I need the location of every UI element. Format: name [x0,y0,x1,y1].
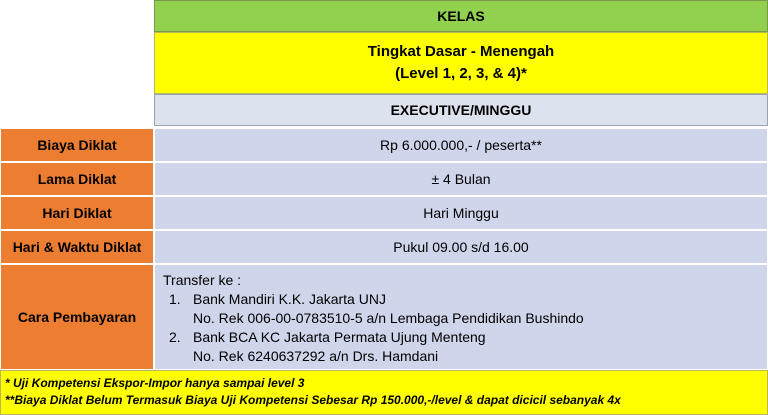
level-line-2: (Level 1, 2, 3, & 4)* [395,65,527,82]
row-label-text: Hari Diklat [42,205,112,221]
row-value-biaya [154,128,768,162]
row-value-text: Rp 6.000.000,- / peserta** [380,137,542,153]
kelas-header [154,0,768,32]
footnote-2: **Biaya Diklat Belum Termasuk Biaya Uji Kompetensi Sebesar Rp 150.000,-/level & dapat dicicil sebanyak 4x [5,393,621,407]
row-value-waktu [154,230,768,264]
row-label-text: Cara Pembayaran [17,309,137,325]
kelas-header-text: KELAS [437,8,485,24]
row-label-pembayaran [0,264,154,370]
footnotes [0,370,768,415]
row-label-hari [0,196,154,230]
row-label-biaya [0,128,154,162]
row-label-text: Hari & Waktu Diklat [12,239,142,255]
payment-intro: Transfer ke : [163,272,242,288]
row-label-text: Lama Diklat [37,171,117,187]
row-value-text: Pukul 09.00 s/d 16.00 [393,239,529,255]
payment-item-number: 1. [169,291,181,307]
program-header [154,94,768,126]
row-value-text: Hari Minggu [423,205,499,221]
footnote-1: * Uji Kompetensi Ekspor-Impor hanya sampai level 3 [5,376,305,390]
level-line-1: Tingkat Dasar - Menengah [367,43,555,60]
level-header [154,32,768,94]
payment-item [163,290,386,309]
payment-item-number: 2. [169,329,181,345]
row-value-pembayaran [154,264,768,370]
payment-item-account: No. Rek 006-00-0783510-5 a/n Lembaga Pendidikan Bushindo [193,310,584,326]
payment-item-account: No. Rek 6240637292 a/n Drs. Hamdani [193,348,439,364]
row-value-lama [154,162,768,196]
row-label-lama [0,162,154,196]
payment-item [163,328,486,347]
row-label-waktu [0,230,154,264]
row-label-text: Biaya Diklat [37,137,117,153]
payment-item-bank: Bank Mandiri K.K. Jakarta UNJ [193,291,386,307]
program-header-text: EXECUTIVE/MINGGU [390,102,532,118]
payment-item-bank: Bank BCA KC Jakarta Permata Ujung Menteng [193,329,486,345]
row-value-text: ± 4 Bulan [431,171,491,187]
row-value-hari [154,196,768,230]
